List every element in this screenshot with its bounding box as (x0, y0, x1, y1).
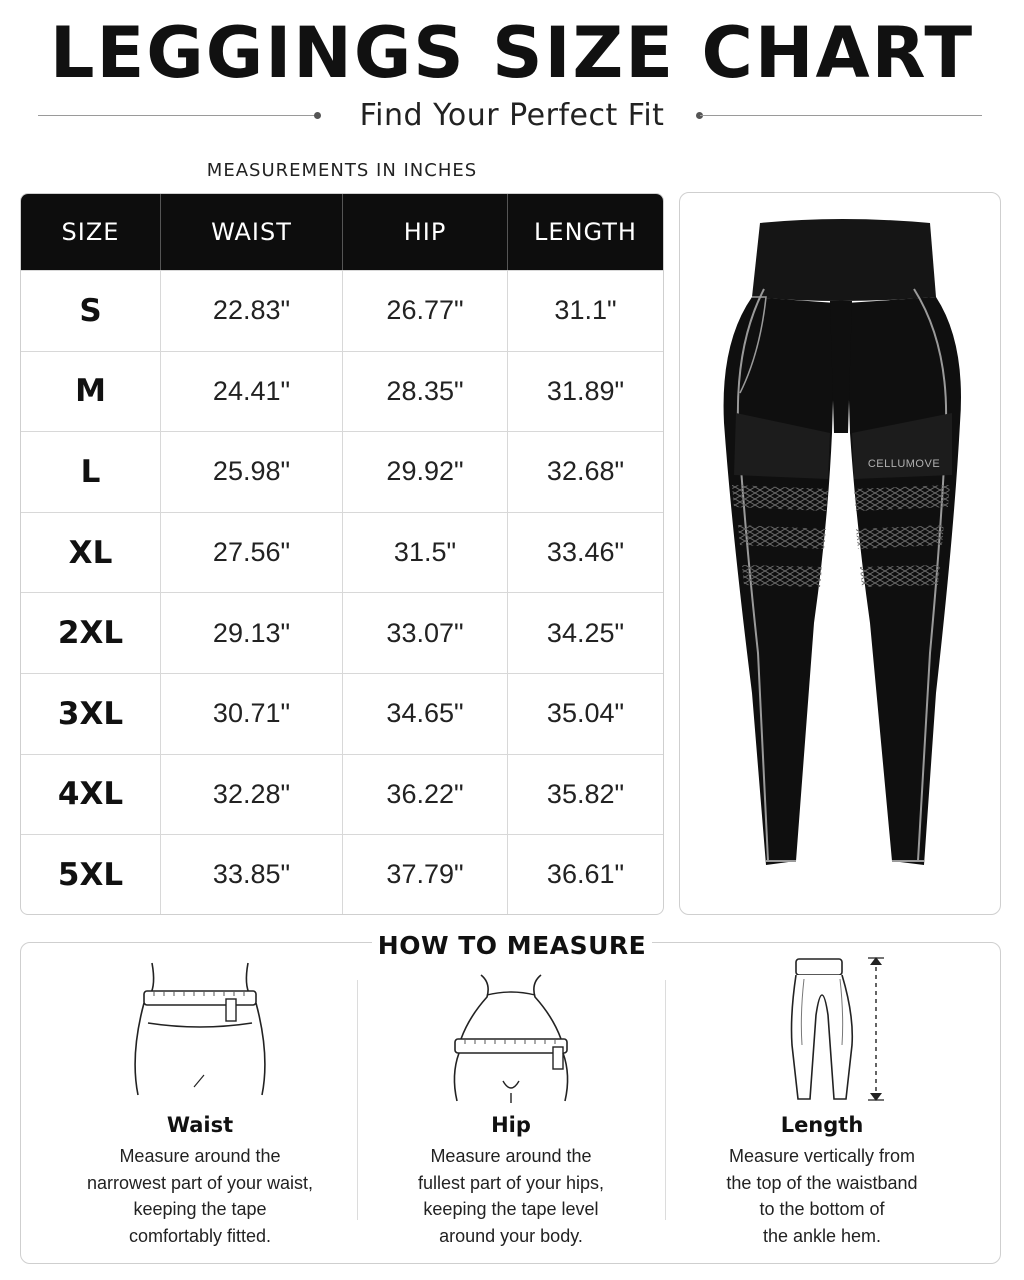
table-row (21, 270, 663, 351)
table-row (21, 754, 663, 835)
hip-cell: 33.07" (342, 593, 507, 673)
table-row (21, 431, 663, 512)
step-line: Measure around the (119, 1146, 281, 1166)
step-line: narrowest part of your waist, (86, 1172, 314, 1193)
subtitle-dot-left (314, 112, 321, 119)
length-diagram-icon (752, 955, 892, 1105)
hip-cell: 31.5" (342, 513, 507, 593)
size-cell: XL (68, 534, 113, 571)
hip-cell: 36.22" (342, 755, 507, 835)
leggings-brand-print: CELLUMOVE (867, 458, 941, 470)
table-row (21, 512, 663, 593)
waistband (752, 219, 936, 301)
size-cell: 4XL (57, 776, 124, 813)
table-header-row (21, 194, 663, 270)
step-heading: Hip (491, 1113, 531, 1137)
size-cell: S (79, 292, 102, 329)
hip-cell: 29.92" (342, 432, 507, 512)
waist-cell: 27.56" (160, 513, 342, 593)
step-line: keeping the tape level (423, 1199, 599, 1219)
waist-cell: 30.71" (160, 674, 342, 754)
hip-cell: 26.77" (342, 271, 507, 351)
size-cell: 2XL (57, 615, 124, 652)
table-row (21, 351, 663, 432)
step-description (662, 1143, 982, 1249)
size-cell: 3XL (57, 695, 124, 732)
waist-diagram-icon (130, 955, 270, 1105)
measure-step-length (662, 955, 982, 1249)
step-line: around your body. (439, 1225, 583, 1246)
hip-cell: 34.65" (342, 674, 507, 754)
measure-step-waist (40, 955, 360, 1249)
step-heading: Waist (166, 1113, 234, 1137)
table-row (21, 834, 663, 915)
waist-cell: 29.13" (160, 593, 342, 673)
length-cell: 31.1" (507, 271, 663, 351)
size-table (20, 193, 664, 915)
hip-cell: 28.35" (342, 352, 507, 432)
how-to-measure-title: HOW TO MEASURE (372, 924, 652, 968)
step-description (351, 1143, 671, 1249)
hip-diagram-icon (441, 955, 581, 1105)
step-line: the ankle hem. (762, 1225, 882, 1246)
step-line: fullest part of your hips, (417, 1172, 605, 1193)
hip-cell: 37.79" (342, 835, 507, 915)
length-cell: 33.46" (507, 513, 663, 593)
length-cell: 31.89" (507, 352, 663, 432)
table-row (21, 673, 663, 754)
column-header-size: SIZE (61, 218, 120, 246)
table-row (21, 592, 663, 673)
length-cell: 34.25" (507, 593, 663, 673)
page-subtitle: Find Your Perfect Fit (359, 98, 665, 133)
size-cell: 5XL (57, 856, 124, 893)
waist-cell: 22.83" (160, 271, 342, 351)
step-line: the top of the waistband (726, 1172, 918, 1193)
length-cell: 36.61" (507, 835, 663, 915)
step-line: keeping the tape (133, 1199, 267, 1219)
size-cell: L (80, 453, 101, 490)
step-line: to the bottom of (759, 1199, 885, 1219)
step-line: Measure around the (430, 1146, 592, 1166)
subtitle-row (0, 96, 1024, 136)
waist-cell: 25.98" (160, 432, 342, 512)
step-line: Measure vertically from (728, 1146, 916, 1166)
page-title: LEGGINGS SIZE CHART (49, 12, 975, 94)
leggings-product-image (680, 193, 1002, 916)
length-cell: 32.68" (507, 432, 663, 512)
waist-cell: 24.41" (160, 352, 342, 432)
size-cell: M (75, 373, 106, 410)
length-cell: 35.82" (507, 755, 663, 835)
units-note: MEASUREMENTS IN INCHES (206, 160, 478, 181)
column-header-length: LENGTH (507, 194, 663, 270)
subtitle-rule-right (700, 115, 982, 116)
waist-cell: 32.28" (160, 755, 342, 835)
waist-cell: 33.85" (160, 835, 342, 915)
column-header-hip: HIP (342, 194, 507, 270)
subtitle-rule-left (38, 115, 318, 116)
length-cell: 35.04" (507, 674, 663, 754)
column-header-waist: WAIST (160, 194, 342, 270)
measure-step-hip (351, 955, 671, 1249)
product-image-panel (679, 192, 1001, 915)
step-description (40, 1143, 360, 1249)
step-heading: Length (780, 1113, 864, 1137)
step-line: comfortably fitted. (128, 1225, 272, 1246)
